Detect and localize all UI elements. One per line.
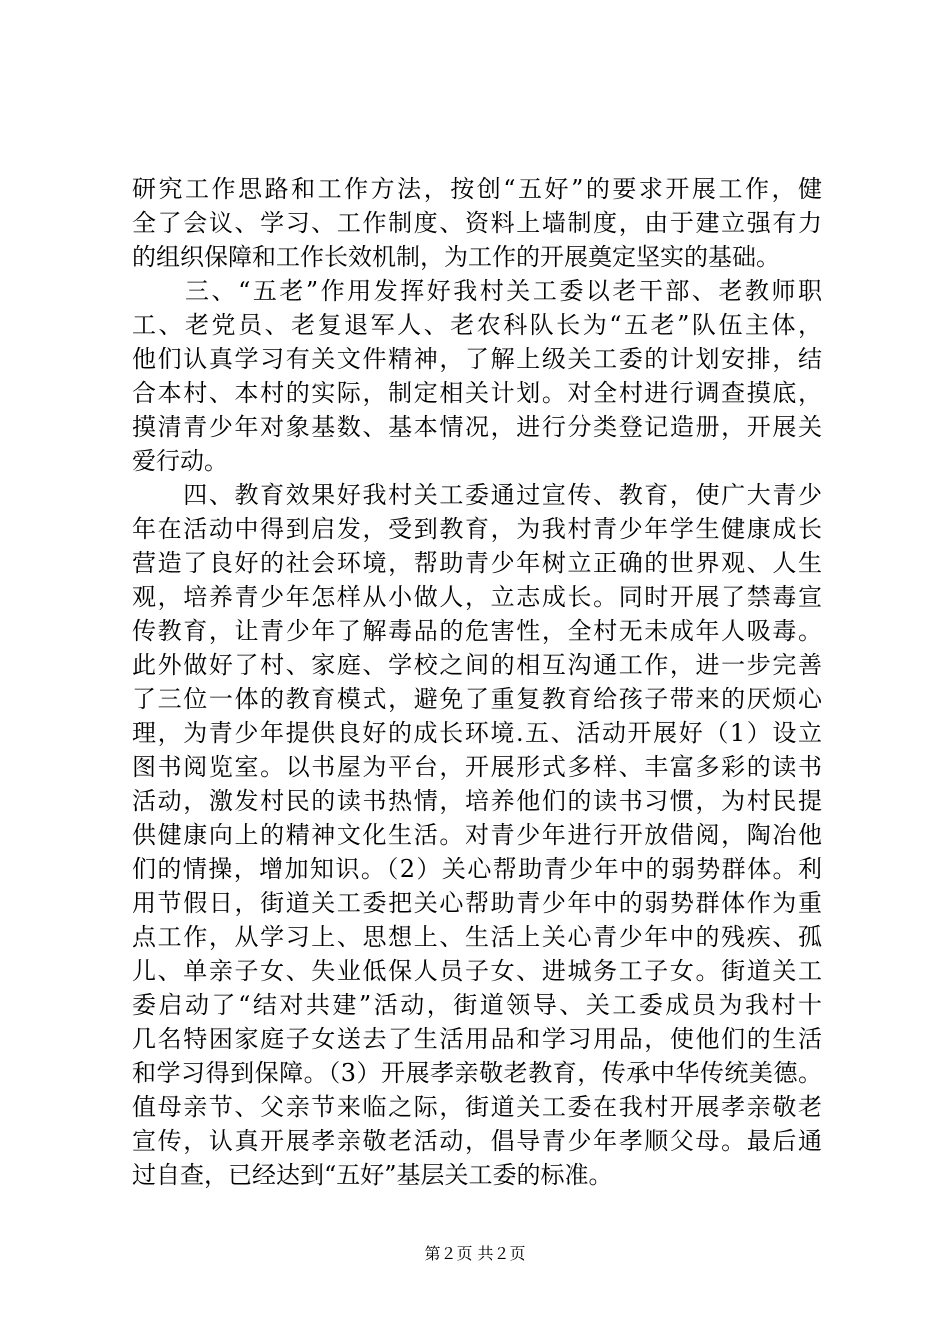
text-line: 儿、单亲子女、失业低保人员子女、进城务工子女。街道关工 xyxy=(132,957,822,985)
text-line: 三、“五老”作用发挥好我村关工委以老干部、老教师职 xyxy=(132,277,822,305)
text-line: 活动，激发村民的读书热情，培养他们的读书习惯，为村民提 xyxy=(132,787,822,815)
text-line: 他们认真学习有关文件精神，了解上级关工委的计划安排，结 xyxy=(132,345,822,373)
text-line: 几名特困家庭子女送去了生活用品和学习用品，使他们的生活 xyxy=(132,1025,822,1053)
text-line: 摸清青少年对象基数、基本情况，进行分类登记造册，开展关 xyxy=(132,413,822,441)
text-line: 四、教育效果好我村关工委通过宣传、教育，使广大青少 xyxy=(132,481,822,509)
text-line: 点工作，从学习上、思想上、生活上关心青少年中的残疾、孤 xyxy=(132,923,822,951)
text-line: 用节假日，街道关工委把关心帮助青少年中的弱势群体作为重 xyxy=(132,889,822,917)
text-line: 的组织保障和工作长效机制，为工作的开展奠定坚实的基础。 xyxy=(132,243,780,271)
text-line: 宣传，认真开展孝亲敬老活动，倡导青少年孝顺父母。最后通 xyxy=(132,1127,822,1155)
page-footer: 第２页 共２页 xyxy=(424,1244,526,1263)
text-line: 全了会议、学习、工作制度、资料上墙制度，由于建立强有力 xyxy=(132,209,822,237)
text-line: 值母亲节、父亲节来临之际，街道关工委在我村开展孝亲敬老 xyxy=(132,1093,822,1121)
text-line: 传教育，让青少年了解毒品的危害性，全村无未成年人吸毒。 xyxy=(132,617,822,645)
text-line: 了三位一体的教育模式，避免了重复教育给孩子带来的厌烦心 xyxy=(132,685,822,713)
body-text xyxy=(132,172,822,1192)
text-line: 年在活动中得到启发，受到教育，为我村青少年学生健康成长 xyxy=(132,515,822,543)
text-line: 委启动了“结对共建”活动，街道领导、关工委成员为我村十 xyxy=(132,991,822,1019)
text-line: 观，培养青少年怎样从小做人，立志成长。同时开展了禁毒宣 xyxy=(132,583,822,611)
text-line: 过自查，已经达到“五好”基层关工委的标准。 xyxy=(132,1161,613,1189)
text-line: 工、老党员、老复退军人、老农科队长为“五老”队伍主体， xyxy=(132,311,822,339)
text-line: 此外做好了村、家庭、学校之间的相互沟通工作，进一步完善 xyxy=(132,651,822,679)
text-line: 合本村、本村的实际，制定相关计划。对全村进行调查摸底， xyxy=(132,379,822,407)
text-line: 图书阅览室。以书屋为平台，开展形式多样、丰富多彩的读书 xyxy=(132,753,822,781)
text-line: 爱行动。 xyxy=(132,447,228,475)
text-line: 研究工作思路和工作方法，按创“五好”的要求开展工作，健 xyxy=(132,175,822,203)
text-line: 供健康向上的精神文化生活。对青少年进行开放借阅，陶冶他 xyxy=(132,821,822,849)
text-line: 和学习得到保障。（3）开展孝亲敬老教育，传承中华传统美德。 xyxy=(132,1059,822,1087)
text-line: 们的情操，增加知识。（2）关心帮助青少年中的弱势群体。利 xyxy=(132,855,822,883)
text-line: 营造了良好的社会环境，帮助青少年树立正确的世界观、人生 xyxy=(132,549,822,577)
text-line: 理，为青少年提供良好的成长环境.五、活动开展好（1）设立 xyxy=(132,719,822,747)
